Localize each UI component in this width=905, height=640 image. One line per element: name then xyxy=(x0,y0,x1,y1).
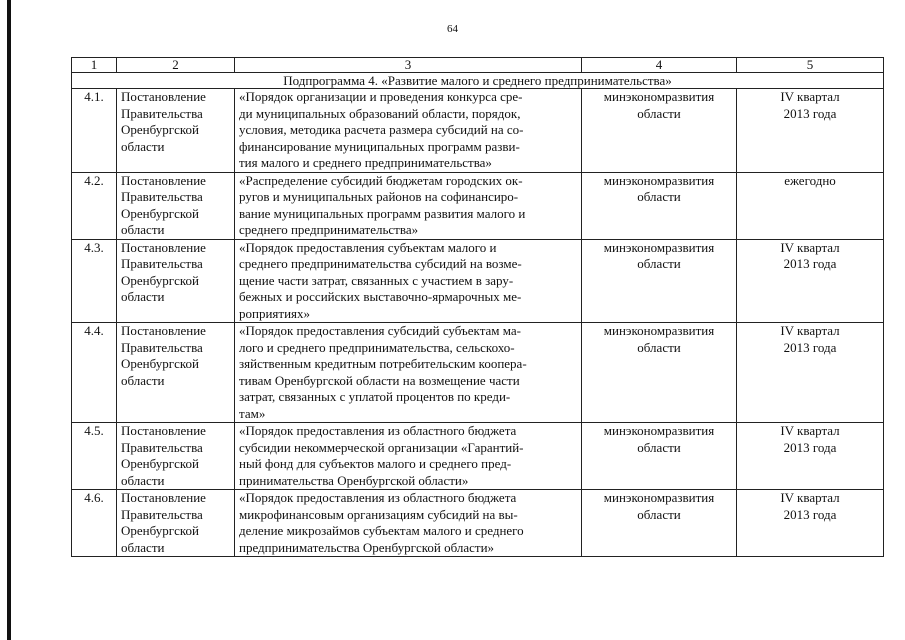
document-name-line: лого и среднего предпринимательства, сельскохо- xyxy=(239,339,515,355)
deadline xyxy=(737,89,884,173)
deadline xyxy=(737,490,884,557)
deadline-line: IV квартал xyxy=(780,323,840,338)
column-header: 2 xyxy=(117,58,235,73)
document-name-line: предпринимательства Оренбургской области» xyxy=(239,539,495,555)
document-type-line: Постановление xyxy=(121,490,206,505)
deadline-line: 2013 года xyxy=(783,439,837,455)
document-name-line: ный фонд для субъектов малого и среднего пред- xyxy=(239,456,512,471)
responsible-executor-line: минэкономразвития xyxy=(603,89,715,104)
responsible-executor-line: минэкономразвития xyxy=(603,423,715,438)
deadline-line: IV квартал xyxy=(780,89,840,104)
responsible-executor-line: минэкономразвития xyxy=(603,490,715,505)
deadline-line: 2013 года xyxy=(783,105,837,121)
document-type-line: Правительства xyxy=(121,439,203,455)
document-type xyxy=(117,239,235,323)
row-number: 4.4. xyxy=(72,323,117,423)
document-type-line: области xyxy=(121,222,165,237)
document-type-line: Правительства xyxy=(121,189,203,204)
document-type-line: области xyxy=(121,472,165,488)
document-type-line: Постановление xyxy=(121,239,206,255)
document-name-line: ди муниципальных образований области, порядок, xyxy=(239,105,521,121)
document-type-line: области xyxy=(121,372,165,388)
document-name-line: «Порядок предоставления субъектам малого и xyxy=(239,239,497,255)
regulatory-acts-table xyxy=(71,57,884,557)
document-name-line: «Порядок предоставления из областного бюджета xyxy=(239,490,517,505)
row-number: 4.1. xyxy=(72,89,117,173)
document-type xyxy=(117,323,235,423)
document-name xyxy=(235,239,582,323)
document-name xyxy=(235,89,582,173)
row-number: 4.2. xyxy=(72,172,117,239)
document-type-line: Правительства xyxy=(121,339,203,355)
document-name-line: тивам Оренбургской области на возмещение части xyxy=(239,372,520,388)
document-name-line: «Порядок предоставления из областного бюджета xyxy=(239,423,517,438)
document-type-line: Постановление xyxy=(121,172,206,188)
responsible-executor xyxy=(582,423,737,490)
table-row xyxy=(72,172,884,239)
document-name xyxy=(235,423,582,490)
table-row xyxy=(72,239,884,323)
document-name-line: затрат, связанных с уплатой процентов по креди- xyxy=(239,389,511,404)
responsible-executor xyxy=(582,89,737,173)
document-type-line: Постановление xyxy=(121,423,206,438)
document-name-line: «Порядок организации и проведения конкурса сре- xyxy=(239,89,523,104)
document-name-line: зяйственным кредитным потребительским коопера- xyxy=(239,356,527,371)
document-type-line: области xyxy=(121,138,165,154)
document-name xyxy=(235,490,582,557)
document-name-line: ругов и муниципальных районов на софинансиро- xyxy=(239,189,519,204)
document-name-line: финансирование муниципальных программ разви- xyxy=(239,138,520,154)
deadline-line: IV квартал xyxy=(780,490,840,505)
document-name-line: условия, методика расчета размера субсидий на со- xyxy=(239,122,524,137)
document-type-line: Постановление xyxy=(121,89,206,104)
responsible-executor-line: области xyxy=(637,339,681,355)
document-type xyxy=(117,172,235,239)
column-header: 1 xyxy=(72,58,117,73)
table-row xyxy=(72,490,884,557)
document-name-line: «Распределение субсидий бюджетам городских ок- xyxy=(239,172,523,188)
column-number-row xyxy=(72,58,884,73)
document-name-line: принимательства Оренбургской области» xyxy=(239,472,469,488)
row-number: 4.3. xyxy=(72,239,117,323)
document-type xyxy=(117,89,235,173)
document-name-line: там» xyxy=(239,405,266,421)
document-type-line: области xyxy=(121,289,165,304)
document-type xyxy=(117,490,235,557)
responsible-executor xyxy=(582,239,737,323)
document-name xyxy=(235,172,582,239)
column-header: 4 xyxy=(582,58,737,73)
document-name-line: тия малого и среднего предпринимательства» xyxy=(239,155,492,170)
responsible-executor-line: области xyxy=(637,105,681,121)
document-name-line: вание муниципальных программ развития малого и xyxy=(239,205,526,221)
document-name-line: «Порядок предоставления субсидий субъектам ма- xyxy=(239,323,522,338)
responsible-executor-line: минэкономразвития xyxy=(603,239,715,255)
document-name xyxy=(235,323,582,423)
deadline xyxy=(737,323,884,423)
row-number: 4.6. xyxy=(72,490,117,557)
subprogram-title: Подпрограмма 4. «Развитие малого и среднего предпринимательства» xyxy=(72,73,884,89)
responsible-executor xyxy=(582,323,737,423)
document-type-line: Оренбургской xyxy=(121,122,199,137)
document-type-line: Оренбургской xyxy=(121,356,199,371)
responsible-executor-line: области xyxy=(637,506,681,522)
document-type-line: Оренбургской xyxy=(121,523,199,538)
document-name-line: среднего предпринимательства субсидий на возме- xyxy=(239,256,522,271)
document-type xyxy=(117,423,235,490)
deadline-line: 2013 года xyxy=(783,339,837,355)
document-type-line: Правительства xyxy=(121,256,203,271)
table-row xyxy=(72,89,884,173)
responsible-executor xyxy=(582,490,737,557)
column-header: 5 xyxy=(737,58,884,73)
document-type-line: области xyxy=(121,539,165,555)
responsible-executor-line: области xyxy=(637,439,681,455)
document-name-line: бежных и российских выставочно-ярмарочных ме- xyxy=(239,289,522,304)
deadline-line: IV квартал xyxy=(780,423,840,438)
table-row xyxy=(72,423,884,490)
document-type-line: Оренбургской xyxy=(121,456,199,471)
responsible-executor-line: области xyxy=(637,189,681,204)
document-name-line: щение части затрат, связанных с участием в зару- xyxy=(239,272,514,288)
scan-edge-bar xyxy=(7,0,11,640)
document-name-line: микрофинансовым организациям субсидий на вы- xyxy=(239,506,518,522)
document-type-line: Постановление xyxy=(121,323,206,338)
deadline xyxy=(737,239,884,323)
page-number: 64 xyxy=(447,23,458,35)
responsible-executor-line: минэкономразвития xyxy=(603,172,715,188)
responsible-executor-line: минэкономразвития xyxy=(603,323,715,338)
deadline-line: 2013 года xyxy=(783,506,837,522)
document-name-line: субсидии некоммерческой организации «Гарантий- xyxy=(239,439,524,455)
deadline-line: IV квартал xyxy=(780,239,840,255)
document-name-line: среднего предпринимательства» xyxy=(239,222,419,237)
responsible-executor xyxy=(582,172,737,239)
document-type-line: Оренбургской xyxy=(121,272,199,288)
row-number: 4.5. xyxy=(72,423,117,490)
subprogram-row xyxy=(72,73,884,89)
deadline xyxy=(737,423,884,490)
document-name-line: роприятиях» xyxy=(239,305,311,321)
deadline-line: ежегодно xyxy=(784,172,836,188)
document-name-line: деление микрозаймов субъектам малого и среднего xyxy=(239,523,524,538)
document-type-line: Правительства xyxy=(121,105,203,121)
document-type-line: Правительства xyxy=(121,506,203,522)
deadline-line: 2013 года xyxy=(783,256,837,271)
column-header: 3 xyxy=(235,58,582,73)
document-type-line: Оренбургской xyxy=(121,205,199,221)
deadline xyxy=(737,172,884,239)
responsible-executor-line: области xyxy=(637,256,681,271)
table-row xyxy=(72,323,884,423)
